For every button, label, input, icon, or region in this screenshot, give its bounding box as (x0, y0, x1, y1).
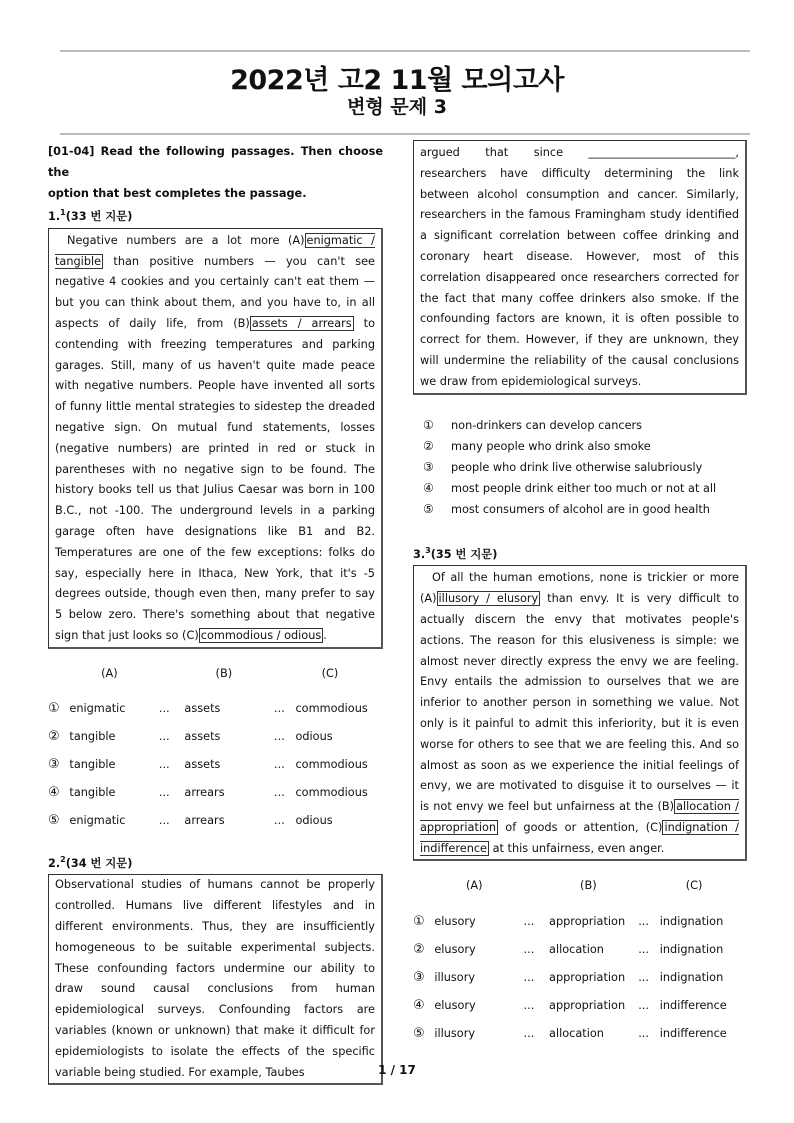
option-number: ③ (423, 460, 434, 475)
option-b: appropriation (549, 914, 626, 928)
option-b: arrears (184, 814, 225, 828)
option-a: tangible (69, 758, 116, 772)
option-c: commodious (295, 786, 368, 800)
option-text: many people who drink also smoke (451, 439, 651, 453)
option-b: allocation (549, 1026, 604, 1040)
option-a: tangible (69, 786, 116, 800)
separator: ... (638, 998, 649, 1012)
option-text: most people drink either too much or not at all (451, 481, 717, 495)
option-number: ② (423, 439, 434, 454)
option-row[interactable] (413, 907, 747, 935)
header-rule (60, 133, 750, 135)
option-row[interactable] (48, 807, 383, 835)
option-text: people who drink live otherwise salubriously (451, 460, 703, 474)
option-a: enigmatic (69, 702, 126, 716)
option-number: ④ (48, 785, 60, 801)
question-3-passage: Of all the human emotions, none is trickier or more (A) illusory / elusory than envy. It is very difficult to actually discern the envy that motivates people's actions. The reason for this elusiveness is simple: we almost never directly express the envy we are feeling. Envy entails the admission to ourselves that we are inferior to another person in something we value. Not only is it painful to admit this inferiority, but it is even worse for others to see that we are feeling this. And so almost as soon as we experience the initial feelings of envy, we are motivated to disguise it to ourselves — it is not envy we feel but unfairness at the (B) allocation / appropriation of goods or attention, (C) indignation / indifference at this unfairness, even anger. (413, 565, 747, 861)
question-1-options: (A) (B) (C) ① enigmatic ... assets ... commodious ② tangible ... assets ... odious ③ tangible ... assets ... commodious ④ tangible ... arrears ... commodious ⑤ enigmatic ... arrears ... odious (48, 667, 383, 835)
option-number: ② (48, 729, 60, 745)
separator: ... (638, 970, 649, 984)
option-row[interactable] (48, 723, 383, 751)
option-c: indignation (659, 942, 724, 956)
option-row[interactable] (48, 695, 383, 723)
option-c: indifference (659, 1026, 727, 1040)
option-c: odious (295, 730, 333, 744)
option-row[interactable] (48, 751, 383, 779)
top-rule (60, 50, 750, 52)
option-b: arrears (184, 786, 225, 800)
question-2-options (413, 415, 747, 520)
option-row[interactable] (413, 478, 747, 499)
option-text: most consumers of alcohol are in good health (451, 502, 710, 516)
option-row[interactable] (413, 1019, 747, 1047)
separator: ... (638, 914, 649, 928)
page-subtitle: 변형 문제 3 (347, 96, 447, 118)
option-number: ② (413, 941, 425, 957)
separator: ... (273, 814, 285, 828)
separator: ... (273, 786, 285, 800)
option-c: odious (295, 814, 333, 828)
choice-box-a: enigmatic / tangible (55, 233, 375, 268)
separator: ... (158, 786, 170, 800)
option-b: assets (184, 758, 221, 772)
choice-box-a: illusory / elusory (438, 592, 539, 606)
instructions (48, 141, 383, 204)
separator: ... (273, 758, 285, 772)
separator: ... (638, 942, 649, 956)
separator: ... (523, 998, 535, 1012)
question-2-passage-part2: argued that since __________________________, researchers have difficulty determining the link between alcohol consumption and cancer. Similarly, researchers in the famous Framingham study identified a significant correlation between coffee drinking and coronary heart disease. However, most of this correlation disappeared once researchers corrected for the fact that many coffee drinkers also smoke. If the confounding factors are known, it is often possible to correct for them. However, if they are unknown, they will undermine the reliability of the causal conclusions we draw from epidemiological surveys. (413, 140, 747, 395)
separator: ... (158, 758, 170, 772)
option-a: elusory (434, 998, 476, 1012)
option-number: ④ (413, 997, 425, 1013)
option-b: appropriation (549, 998, 626, 1012)
option-number: ⑤ (48, 813, 60, 829)
choice-box-b: allocation / appropriation (420, 800, 739, 834)
separator: ... (158, 730, 170, 744)
page-title: 2022년 고2 11월 모의고사 (230, 65, 564, 96)
option-c: commodious (295, 702, 368, 716)
option-text: non-drinkers can develop cancers (451, 418, 643, 432)
option-a: elusory (434, 942, 476, 956)
option-row[interactable] (48, 779, 383, 807)
option-row[interactable] (413, 499, 747, 520)
option-row[interactable] (413, 991, 747, 1019)
option-c: indignation (659, 970, 724, 984)
option-number: ④ (423, 481, 434, 496)
option-number: ③ (413, 969, 425, 985)
option-c: indignation (659, 914, 724, 928)
choice-box-c: indignation / indifference (420, 820, 739, 855)
right-column (413, 140, 747, 1047)
option-b: assets (184, 730, 221, 744)
separator: ... (523, 942, 535, 956)
left-column (48, 141, 383, 1085)
question-1-heading: 1.$^1$(33 번 지문) (48, 208, 133, 223)
separator: ... (523, 1026, 535, 1040)
separator: ... (523, 914, 535, 928)
separator: ... (273, 702, 285, 716)
option-row[interactable] (413, 935, 747, 963)
option-number: ⑤ (423, 502, 434, 517)
option-row[interactable] (413, 415, 747, 436)
option-a: illusory (434, 970, 476, 984)
option-number: ⑤ (413, 1025, 425, 1041)
option-a: illusory (434, 1026, 476, 1040)
option-row[interactable] (413, 436, 747, 457)
option-b: allocation (549, 942, 604, 956)
choice-box-c: commodious / odious (200, 628, 322, 642)
option-c: indifference (659, 998, 727, 1012)
page-number: 1 / 17 (378, 1063, 416, 1077)
instruction-line: [01-04] Read the following passages. Then choose the (48, 145, 383, 179)
option-c: commodious (295, 758, 368, 772)
separator: ... (638, 1026, 649, 1040)
option-row[interactable] (413, 457, 747, 478)
choice-box-b: assets / arrears (251, 316, 352, 330)
instruction-line: option that best completes the passage. (48, 187, 307, 200)
separator: ... (158, 702, 170, 716)
option-a: enigmatic (69, 814, 126, 828)
option-row[interactable] (413, 963, 747, 991)
option-number: ① (413, 913, 425, 929)
question-3-heading: 3.$^3$(35 번 지문) (413, 545, 498, 561)
option-number: ① (48, 701, 60, 717)
option-a: elusory (434, 914, 476, 928)
separator: ... (523, 970, 535, 984)
question-3-options: (A) (B) (C) ① elusory ... appropriation ... indignation ② elusory ... allocation ... indignation ③ illusory ... appropriation ... indignation ④ elusory ... appropriation ... indifference ⑤ illusory ... allocation ... indifference (413, 879, 747, 1047)
question-1-passage: Negative numbers are a lot more (A) enigmatic / tangible than positive numbers — you can't see negative 4 cookies and you certainly can't eat them — but you can think about them, and you have to, in all aspects of daily life, from (B) assets / arrears to contending with freezing temperatures and parking garages. Still, many of us haven't quite made peace with negative numbers. People have invented all sorts of funny little mental strategies to sidestep the dreaded negative sign. On mutual fund statements, losses (negative numbers) are printed in red or stuck in parentheses with no negative sign to be found. The history books tell us that Julius Caesar was born in 100 B.C., not -100. The underground levels in a parking garage often have designations like B1 and B2. Temperatures are one of the few exceptions: folks do say, especially here in Ithaca, New York, that it's -5 degrees outside, though even then, many prefer to say 5 below zero. There's something about that negative sign that just looks so (C) commodious / odious . (48, 228, 383, 649)
answer-blank: __________________________ (588, 146, 736, 159)
question-2-passage-part1: Observational studies of humans cannot be properly controlled. Humans live different lifestyles and in different environments. Thus, they are insufficiently homogeneous to be suitable experimental subjects. These confounding factors undermine our ability to draw sound causal conclusions from human epidemiological surveys. Confounding factors are variables (known or unknown) that make it difficult for epidemiologists to isolate the effects of the specific variable being studied. For example, Taubes (48, 874, 383, 1085)
separator: ... (158, 814, 170, 828)
separator: ... (273, 730, 285, 744)
option-a: tangible (69, 730, 116, 744)
question-2-heading: 2.$^2$(34 번 지문) (48, 854, 133, 870)
option-number: ③ (48, 757, 60, 773)
option-b: assets (184, 702, 221, 716)
option-b: appropriation (549, 970, 626, 984)
option-number: ① (423, 418, 434, 433)
